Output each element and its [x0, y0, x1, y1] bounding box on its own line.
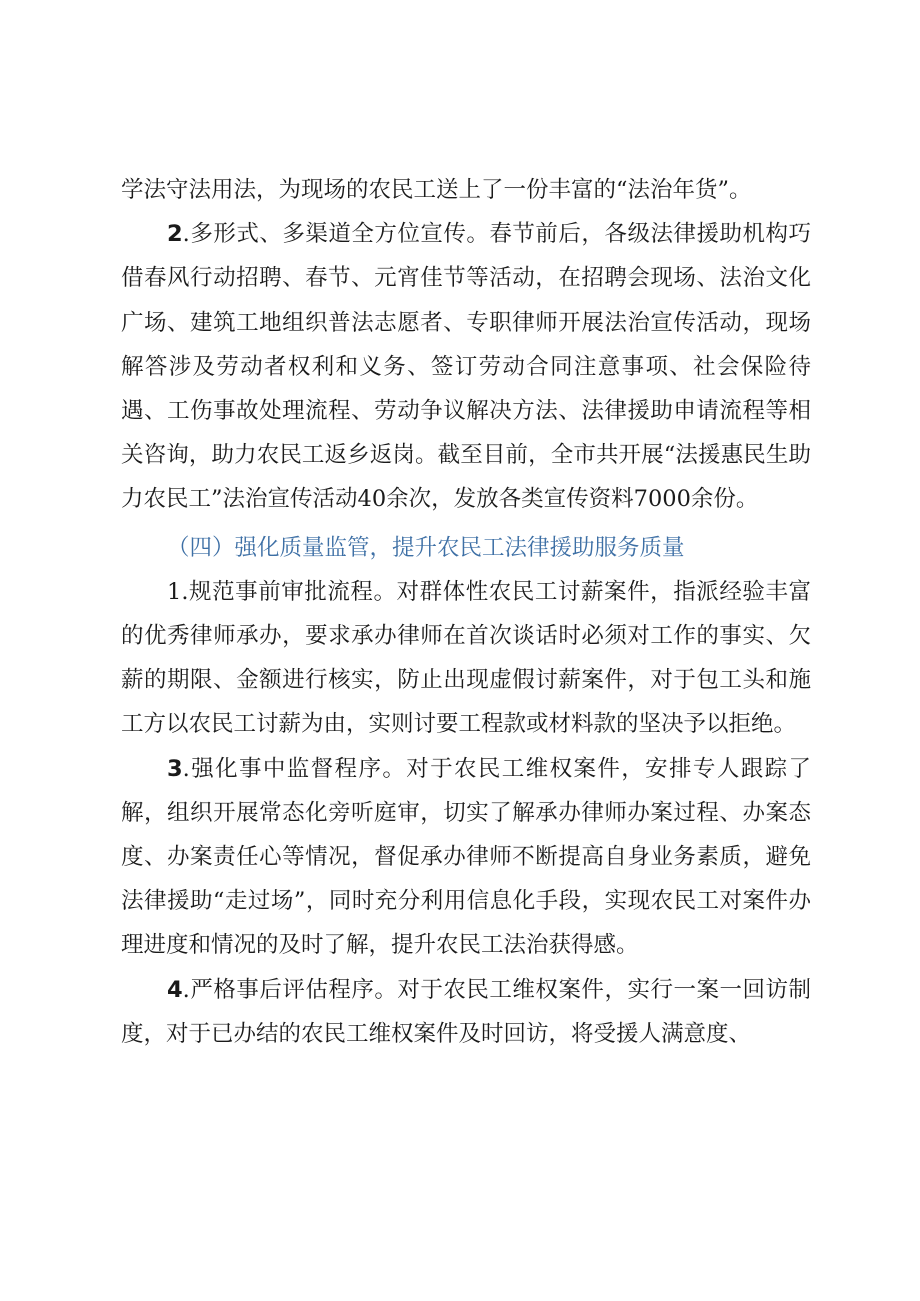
paragraph-text: .多形式、多渠道全方位宣传。春节前后，各级法律援助机构巧借春风行动招聘、春节、元宵佳节等活动，在招聘会现场、法治文化广场、建筑工地组织普法志愿者、专职律师开展法治宣传活动，现场解答涉及劳动者权利和义务、签订劳动合同注意事项、社会保险待遇、工伤事故处理流程、劳动争议解决方法、法律援助申请流程等相关咨询，助力农民工返乡返岗。截至目前，全市共开展“法援惠民生助力农民工”法治宣传活动40余次，发放各类宣传资料7000余份。 — [121, 221, 811, 513]
paragraph-continuation — [121, 168, 811, 212]
paragraph-item-2 — [121, 212, 811, 521]
paragraph-text: .强化事中监督程序。对于农民工维权案件，安排专人跟踪了解，组织开展常态化旁听庭审，切实了解承办律师办案过程、办案态度、办案责任心等情况，督促承办律师不断提高自身业务素质，避免法律援助“走过场”，同时充分利用信息化手段，实现农民工对案件办理进度和情况的及时了解，提升农民工法治获得感。 — [121, 755, 811, 959]
paragraph-text: 1.规范事前审批流程。对群体性农民工讨薪案件，指派经验丰富的优秀律师承办，要求承办律师在首次谈话时必须对工作的事实、欠薪的期限、金额进行核实，防止出现虚假讨薪案件，对于包工头和施工方以农民工讨薪为由，实则讨要工程款或材料款的坚决予以拒绝。 — [121, 578, 811, 738]
item-number: 3 — [167, 755, 183, 782]
item-number: 2 — [167, 221, 183, 248]
document-body — [121, 168, 811, 1056]
paragraph-text: 学法守法用法，为现场的农民工送上了一份丰富的“法治年货”。 — [121, 177, 752, 203]
section-heading — [121, 526, 811, 570]
paragraph-text: .严格事后评估程序。对于农民工维权案件，实行一案一回访制度，对于已办结的农民工维权案件及时回访，将受援人满意度、 — [121, 976, 811, 1047]
heading-text: （四）强化质量监管，提升农民工法律援助服务质量 — [167, 534, 685, 561]
paragraph-item-3 — [121, 747, 811, 968]
paragraph-item-1 — [121, 570, 811, 747]
item-number: 4 — [167, 976, 183, 1003]
paragraph-item-4 — [121, 968, 811, 1056]
